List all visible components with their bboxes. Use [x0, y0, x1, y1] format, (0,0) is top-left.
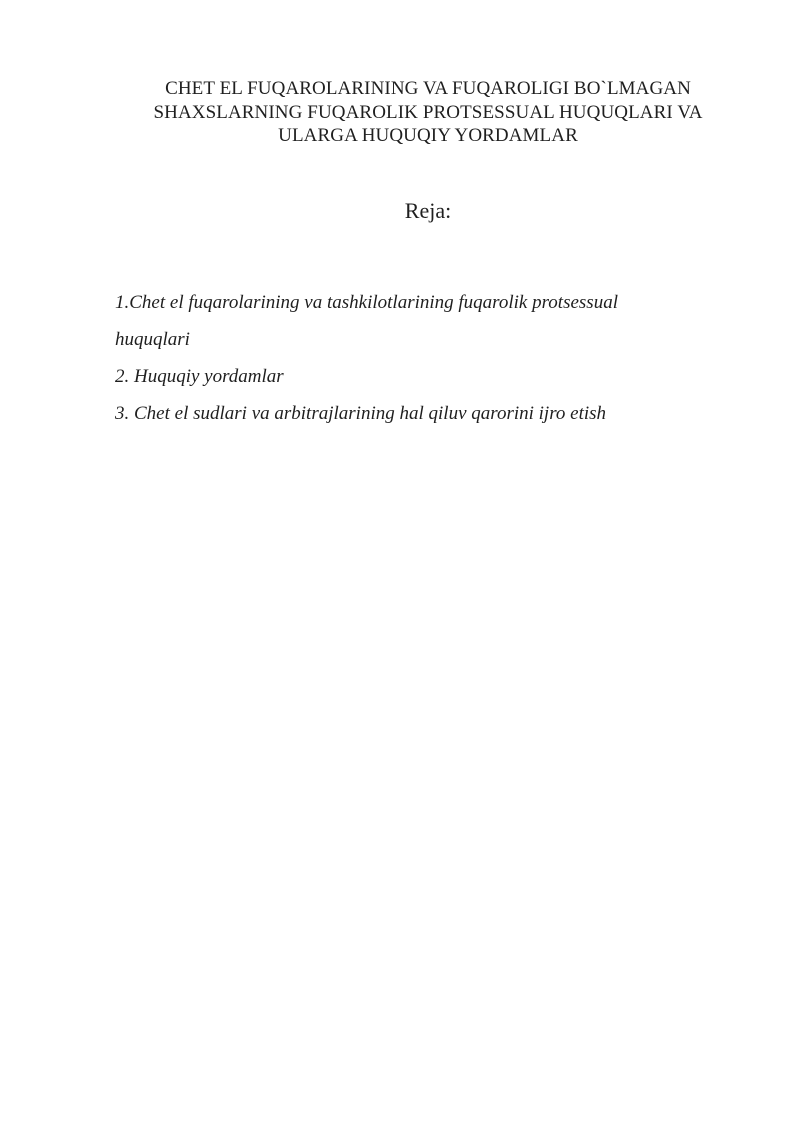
- title-line-1: CHET EL FUQAROLARINING VA FUQAROLIGI BO`LMAGAN: [165, 78, 691, 99]
- title-line-3: ULARGA HUQUQIY YORDAMLAR: [278, 125, 578, 146]
- plan-item-1-continuation: huquqlari: [115, 329, 190, 350]
- plan-item-1: 1.Chet el fuqarolarining va tashkilotlarining fuqarolik protsessual: [115, 292, 618, 313]
- plan-item-2: 2. Huquqiy yordamlar: [115, 366, 284, 387]
- plan-item-3: 3. Chet el sudlari va arbitrajlarining hal qiluv qarorini ijro etish: [115, 403, 607, 424]
- plan-heading: Reja:: [404, 198, 452, 223]
- document-title: [100, 77, 756, 148]
- title-line-2: SHAXSLARNING FUQAROLIK PROTSESSUAL HUQUQLARI VA: [153, 101, 703, 123]
- plan-list: [115, 284, 755, 432]
